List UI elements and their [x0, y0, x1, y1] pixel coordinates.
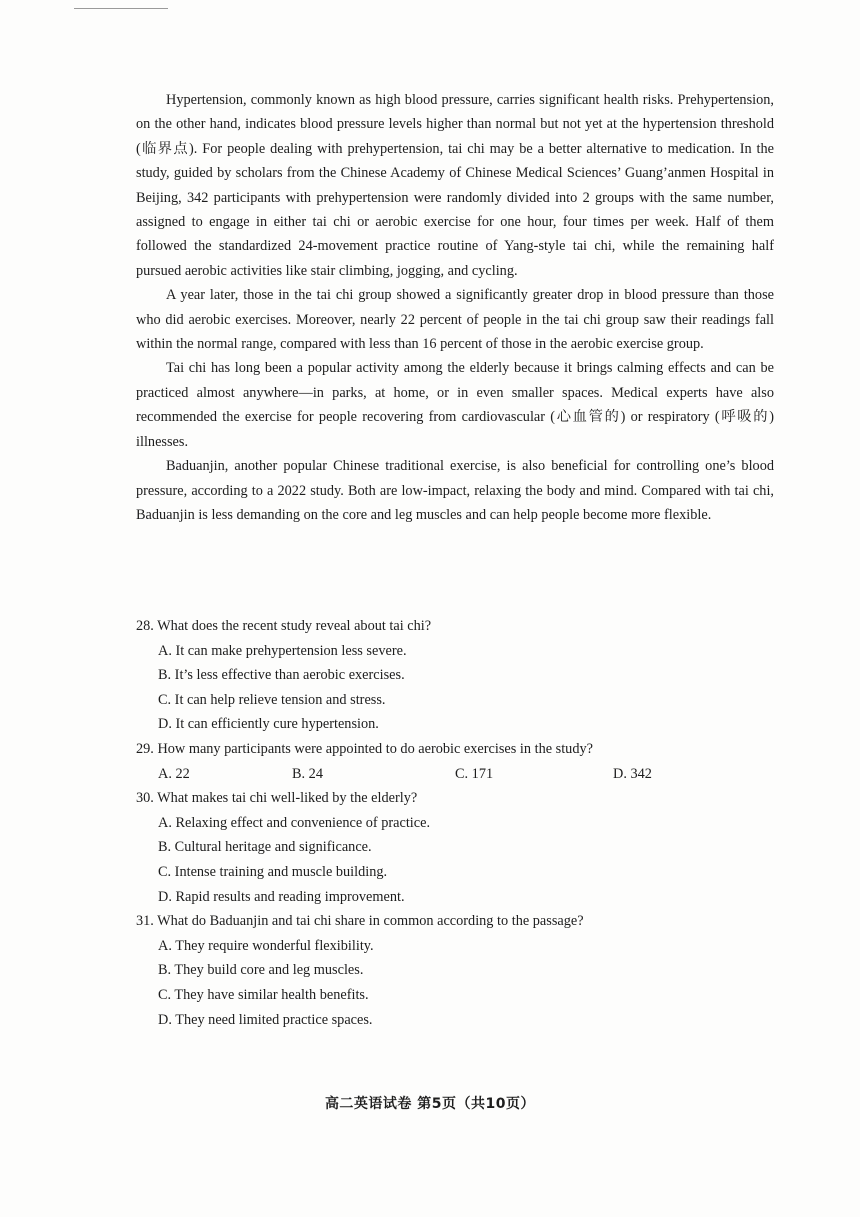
- top-rule: [74, 8, 168, 9]
- option-d: D. They need limited practice spaces.: [158, 1011, 373, 1028]
- option-c: C. Intense training and muscle building.: [158, 863, 388, 880]
- option-a: A. 22: [158, 765, 190, 782]
- option-a: A. It can make prehypertension less severe.: [158, 642, 407, 659]
- option-b: B. They build core and leg muscles.: [158, 962, 364, 979]
- question-stem: 31. What do Baduanjin and tai chi share in common according to the passage?: [136, 913, 584, 930]
- passage-paragraph: Hypertension, commonly known as high blood pressure, carries significant health risks. Prehypertension, on the other hand, indicates blood pressure levels higher than normal but not yet at the hypertension threshold (临界点). For people dealing with prehypertension, tai chi may be a better alternative to medication. In the study, guided by scholars from the Chinese Academy of Chinese Medical Sciences’ Guang’anmen Hospital in Beijing, 342 participants with prehypertension were randomly divided into 2 groups with the same number, assigned to engage in either tai chi or aerobic exercise for one hour, four times per week. Half of them followed the standardized 24-movement practice routine of Yang-style tai chi, while the remaining half pursued aerobic activities like stair climbing, jogging, and cycling.: [136, 92, 774, 279]
- question-stem: 30. What makes tai chi well-liked by the elderly?: [136, 790, 418, 807]
- option-b: B. It’s less effective than aerobic exercises.: [158, 667, 405, 684]
- passage-paragraph: Baduanjin, another popular Chinese traditional exercise, is also beneficial for controlling one’s blood pressure, according to a 2022 study. Both are low-impact, relaxing the body and mind. Compared with tai chi, Baduanjin is less demanding on the core and leg muscles and can help people become more flexible.: [136, 458, 774, 523]
- option-list: [136, 639, 776, 737]
- option-b: B. Cultural heritage and significance.: [158, 839, 372, 856]
- page-footer: 高二英语试卷 第5页（共10页）: [324, 1096, 536, 1112]
- option-a: A. Relaxing effect and convenience of practice.: [158, 814, 431, 831]
- option-a: A. They require wonderful flexibility.: [158, 937, 374, 954]
- option-row: [136, 762, 776, 787]
- option-d: D. 342: [613, 765, 652, 782]
- option-d: D. Rapid results and reading improvement.: [158, 888, 405, 905]
- option-b: B. 24: [292, 765, 323, 782]
- question-28: [136, 614, 776, 737]
- option-c: C. It can help relieve tension and stress.: [158, 691, 386, 708]
- passage-paragraph: A year later, those in the tai chi group showed a significantly greater drop in blood pressure than those who did aerobic exercises. Moreover, nearly 22 percent of people in the tai chi group saw their readings fall within the normal range, compared with less than 16 percent of those in the aerobic exercise group.: [136, 287, 774, 353]
- option-c: C. They have similar health benefits.: [158, 986, 369, 1003]
- option-d: D. It can efficiently cure hypertension.: [158, 716, 379, 733]
- question-30: [136, 786, 776, 909]
- question-stem: 28. What does the recent study reveal about tai chi?: [136, 618, 432, 634]
- question-stem: 29. How many participants were appointed to do aerobic exercises in the study?: [136, 740, 593, 757]
- option-list: [136, 934, 776, 1032]
- passage-paragraph: Tai chi has long been a popular activity among the elderly because it brings calming effects and can be practiced almost anywhere—in parks, at home, or in even smaller spaces. Medical experts have also recommended the exercise for people recovering from cardiovascular (心血管的) or respiratory (呼吸的) illnesses.: [136, 360, 774, 450]
- question-31: [136, 909, 776, 1032]
- option-list: [136, 811, 776, 909]
- question-29: [136, 737, 776, 786]
- reading-passage: [136, 88, 774, 527]
- question-list: [136, 614, 776, 1032]
- option-c: C. 171: [455, 765, 494, 782]
